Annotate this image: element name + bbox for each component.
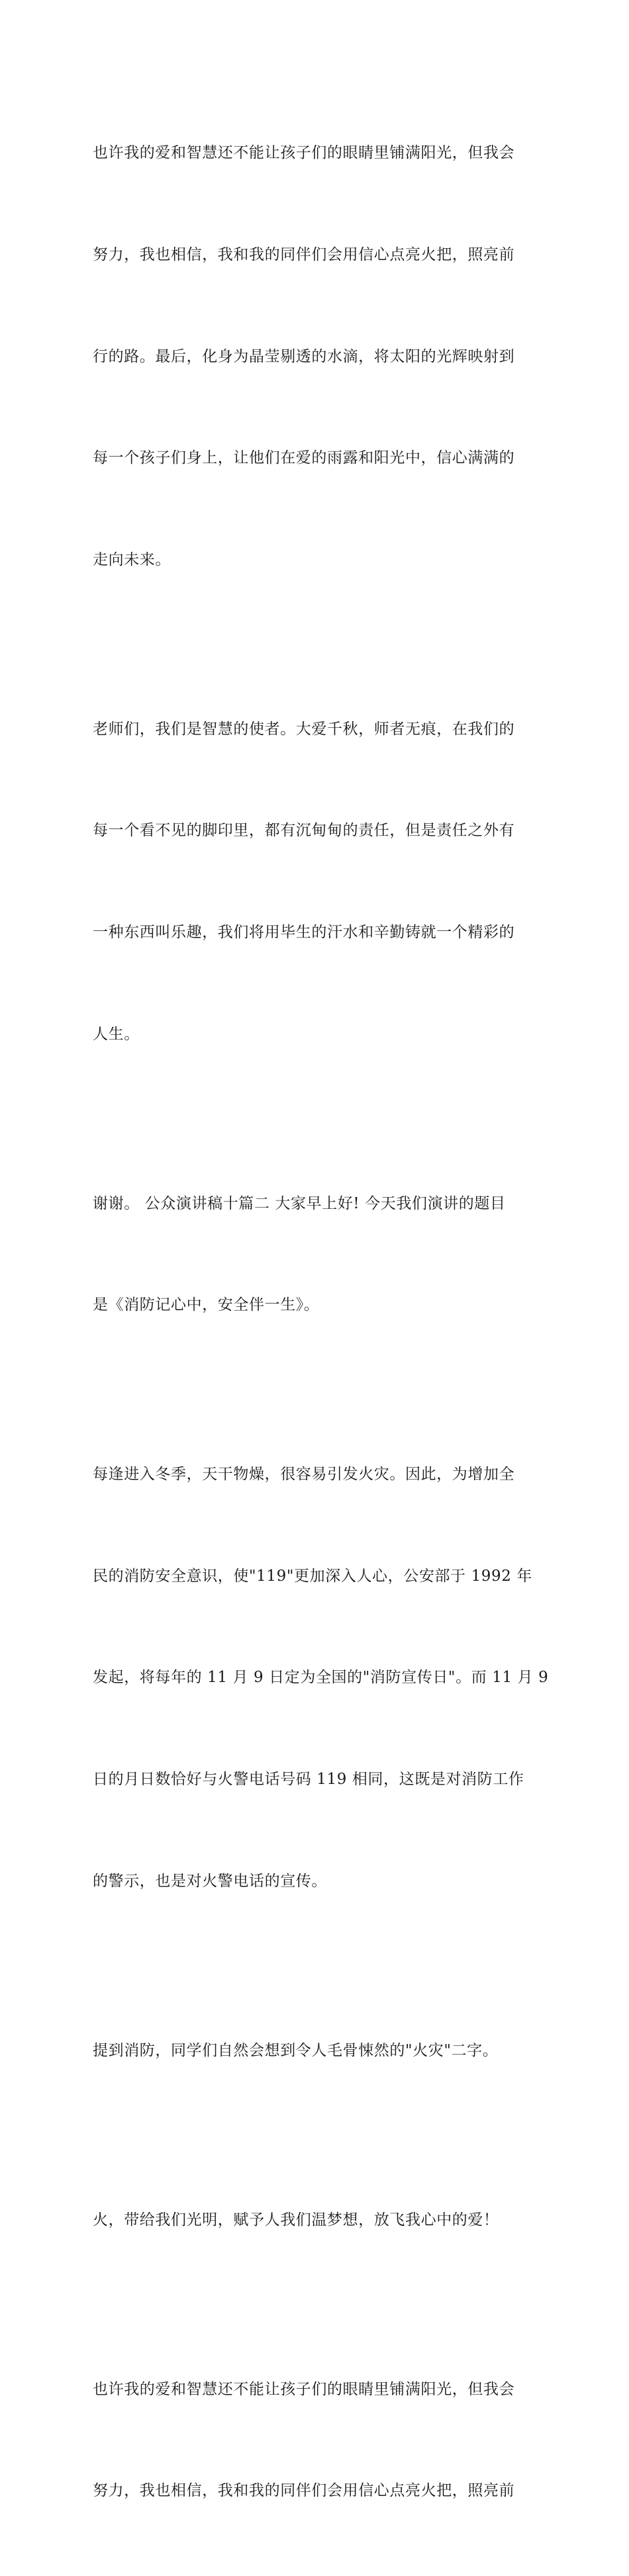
text-line: 一种东西叫乐趣，我们将用毕生的汗水和辛勤铸就一个精彩的 bbox=[93, 923, 515, 941]
text-line: 每一个看不见的脚印里，都有沉甸甸的责任，但是责任之外有 bbox=[93, 822, 515, 840]
text-line: 火，带给我们光明，赋予人我们温梦想，放飞我心中的爱！ bbox=[93, 2211, 499, 2229]
text-line: 日的月日数恰好与火警电话号码 119 相同，这既是对消防工作 bbox=[93, 1770, 524, 1788]
text-line: 人生。 bbox=[93, 1025, 140, 1043]
text-line: 提到消防，同学们自然会想到令人毛骨悚然的"火灾"二字。 bbox=[93, 2041, 499, 2059]
text-line: 努力，我也相信，我和我的同伴们会用信心点亮火把，照亮前 bbox=[93, 246, 515, 263]
text-line: 也许我的爱和智慧还不能让孩子们的眼睛里铺满阳光，但我会 bbox=[93, 2380, 515, 2398]
text-line: 民的消防安全意识，使"119"更加深入人心，公安部于 1992 年 bbox=[93, 1567, 533, 1585]
text-line: 每一个孩子们身上，让他们在爱的雨露和阳光中，信心满满的 bbox=[93, 449, 515, 467]
text-line: 每逢进入冬季，天干物燥，很容易引发火灾。因此，为增加全 bbox=[93, 1466, 515, 1484]
text-line: 发起，将每年的 11 月 9 日定为全国的"消防宣传日"。而 11 月 9 bbox=[93, 1669, 549, 1687]
paragraph bbox=[93, 644, 543, 1119]
text-line: 努力，我也相信，我和我的同伴们会用信心点亮火把，照亮前 bbox=[93, 2482, 515, 2500]
text-line: 行的路。最后，化身为晶莹剔透的水滴，将太阳的光辉映射到 bbox=[93, 347, 515, 365]
text-line: 谢谢。 公众演讲稿十篇二 大家早上好! 今天我们演讲的题目 bbox=[93, 1194, 506, 1212]
text-line: 也许我的爱和智慧还不能让孩子们的眼睛里铺满阳光，但我会 bbox=[93, 144, 515, 162]
paragraph bbox=[93, 2305, 543, 2576]
text-line: 走向未来。 bbox=[93, 551, 171, 568]
paragraph bbox=[93, 1390, 549, 1966]
text-line: 的警示，也是对火警电话的宣传。 bbox=[93, 1872, 327, 1890]
document-body bbox=[93, 69, 549, 2576]
text-line: 老师们，我们是智慧的使者。大爱千秋，师者无痕，在我们的 bbox=[93, 720, 515, 738]
paragraph bbox=[93, 1119, 543, 1390]
paragraph bbox=[93, 69, 543, 644]
paragraph bbox=[93, 2135, 543, 2305]
paragraph bbox=[93, 1966, 543, 2135]
text-line: 是《消防记心中，安全伴一生》。 bbox=[93, 1296, 320, 1314]
